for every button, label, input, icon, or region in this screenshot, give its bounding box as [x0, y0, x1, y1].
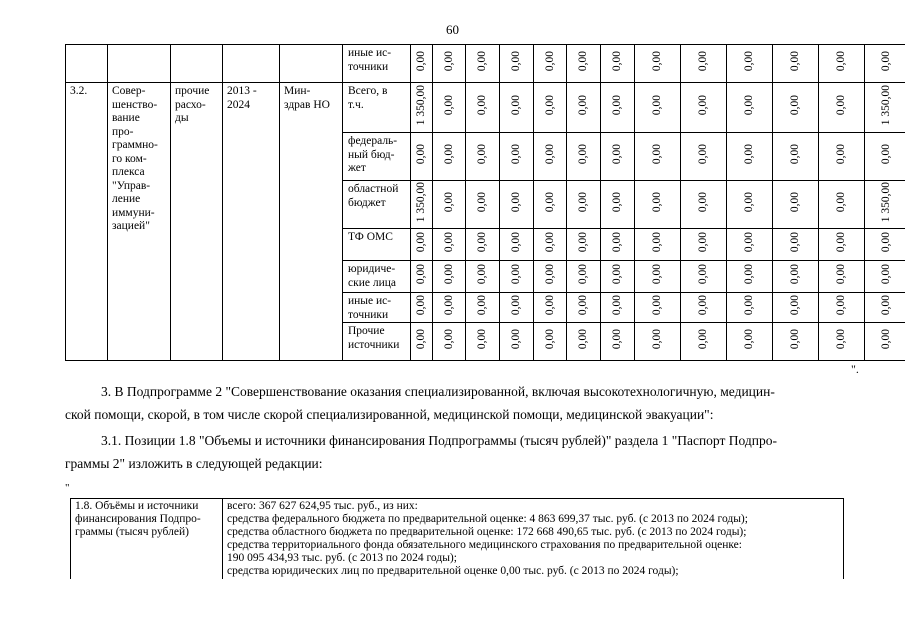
amount-value: 0,00 — [651, 264, 663, 285]
amount-value: 0,00 — [743, 51, 755, 72]
amount-cell — [681, 45, 727, 83]
item-number: 3.2. — [70, 85, 88, 97]
amount-cell — [534, 133, 567, 181]
amount-value: 0,00 — [543, 95, 556, 116]
amount-cell — [466, 181, 500, 229]
amount-value: 0,00 — [651, 295, 663, 316]
amount-cell — [433, 83, 466, 133]
amount-cell — [601, 323, 635, 361]
amount-value: 0,00 — [510, 144, 522, 165]
amount-value: 0,00 — [879, 264, 892, 285]
amount-cell — [727, 261, 773, 293]
amount-cell — [567, 323, 601, 361]
amount-value: 0,00 — [577, 295, 589, 316]
amount-value: 0,00 — [611, 192, 623, 213]
source-label: юридиче- — [348, 263, 396, 275]
amount-value: 0,00 — [789, 95, 801, 116]
amount-cell — [500, 229, 534, 261]
amount-value: 0,00 — [415, 144, 427, 165]
amount-value: 0,00 — [743, 95, 755, 116]
amount-value: 0,00 — [611, 144, 623, 165]
amount-cell — [466, 133, 500, 181]
amount-cell — [534, 45, 567, 83]
amount-cell — [534, 83, 567, 133]
amount-value: 0,00 — [743, 144, 755, 165]
amount-cell — [635, 261, 681, 293]
executor-line: здрав НО — [284, 98, 330, 111]
financing-table — [65, 44, 905, 361]
amount-cell — [411, 293, 433, 323]
amount-cell — [773, 229, 819, 261]
amount-value: 0,00 — [697, 232, 709, 253]
amount-value: 0,00 — [510, 192, 522, 213]
amount-cell — [819, 83, 865, 133]
amount-value: 0,00 — [510, 329, 522, 350]
amount-value: 0,00 — [543, 144, 556, 165]
amount-cell — [727, 181, 773, 229]
amount-value: 0,00 — [835, 51, 847, 72]
amount-cell — [601, 261, 635, 293]
amount-value: 0,00 — [743, 192, 755, 213]
amount-cell — [819, 261, 865, 293]
amount-cell — [727, 45, 773, 83]
amount-value: 0,00 — [476, 144, 488, 165]
amount-value: 0,00 — [611, 95, 623, 116]
paragraph-line: 3.1. Позиции 1.8 "Объемы и источники финансирования Подпрограммы (тысяч рублей)" раздела 1 "Паспорт Подпро- — [101, 433, 777, 448]
amount-value: 0,00 — [543, 329, 556, 350]
item-name-line: иммуни- — [112, 206, 155, 219]
amount-value: 0,00 — [543, 295, 556, 316]
amount-value: 0,00 — [697, 295, 709, 316]
amount-cell — [567, 181, 601, 229]
paragraph-line: 3. В Подпрограмме 2 "Совершенствование оказания специализированной, включая высокотехнологичную, медицин- — [101, 384, 775, 399]
source-cell — [343, 181, 411, 229]
amount-cell — [865, 229, 905, 261]
empty-cell — [223, 45, 280, 83]
source-label: т.ч. — [348, 98, 364, 111]
amount-cell — [466, 323, 500, 361]
amount-cell — [865, 323, 905, 361]
amount-value: 0,00 — [442, 329, 455, 350]
amount-cell — [601, 83, 635, 133]
amount-cell — [635, 323, 681, 361]
amount-value: 0,00 — [879, 232, 892, 253]
amount-cell — [411, 181, 433, 229]
amount-cell — [635, 181, 681, 229]
passport-value-line: средства областного бюджета по предварительной оценке: 172 668 490,65 тыс. руб. (с 2013 по 2024 годы); — [227, 526, 747, 538]
executor-line: Мин- — [284, 85, 311, 97]
years-line: 2013 - — [227, 85, 257, 97]
source-label: ТФ ОМС — [348, 231, 393, 243]
item-name-line: плекса — [112, 166, 145, 178]
amount-cell — [500, 261, 534, 293]
amount-value: 0,00 — [415, 295, 427, 316]
source-label: точники — [348, 60, 389, 73]
amount-cell — [635, 83, 681, 133]
amount-cell — [433, 293, 466, 323]
paragraph-subprogram-2 — [65, 380, 857, 426]
amount-cell — [773, 83, 819, 133]
amount-cell — [534, 181, 567, 229]
source-label: жет — [348, 162, 366, 174]
amount-cell — [466, 229, 500, 261]
amount-cell — [681, 181, 727, 229]
amount-value: 0,00 — [697, 144, 709, 165]
amount-cell — [466, 293, 500, 323]
source-cell — [343, 45, 411, 83]
amount-cell — [865, 133, 905, 181]
amount-value: 0,00 — [835, 329, 847, 350]
amount-value: 0,00 — [743, 232, 755, 253]
source-cell — [343, 323, 411, 361]
amount-cell — [534, 293, 567, 323]
amount-value: 0,00 — [611, 264, 623, 285]
source-label: ный бюд- — [348, 148, 395, 161]
amount-value: 0,00 — [879, 144, 892, 165]
amount-value: 0,00 — [651, 144, 663, 165]
paragraph-line: ской помощи, скорой, в том числе скорой специализированной, медицинской помощи, медицинской эвакуации": — [65, 407, 714, 422]
amount-value: 0,00 — [442, 192, 455, 213]
amount-value: 0,00 — [835, 232, 847, 253]
amount-value: 0,00 — [879, 51, 892, 72]
page-number: 60 — [446, 22, 459, 37]
amount-value: 1 350,00 — [415, 182, 427, 223]
amount-cell — [635, 45, 681, 83]
amount-cell — [819, 323, 865, 361]
item-name-line: шенство- — [112, 98, 158, 111]
amount-cell — [601, 229, 635, 261]
amount-cell — [411, 133, 433, 181]
paragraph-position-1-8 — [65, 429, 857, 475]
source-label: Прочие — [348, 325, 385, 337]
amount-cell — [433, 181, 466, 229]
years-line: 2024 — [227, 98, 250, 111]
amount-value: 0,00 — [743, 329, 755, 350]
amount-cell — [567, 45, 601, 83]
years-cell — [223, 83, 280, 361]
amount-value: 0,00 — [543, 232, 556, 253]
expense-type-line: прочие — [175, 85, 210, 97]
amount-cell — [567, 229, 601, 261]
item-name-cell — [108, 83, 171, 361]
amount-value: 0,00 — [476, 95, 488, 116]
amount-cell — [727, 293, 773, 323]
amount-value: 0,00 — [415, 232, 427, 253]
amount-value: 0,00 — [577, 232, 589, 253]
amount-cell — [433, 323, 466, 361]
amount-value: 0,00 — [476, 264, 488, 285]
amount-cell — [500, 45, 534, 83]
amount-value: 0,00 — [697, 329, 709, 350]
item-name-line: вание — [112, 112, 140, 124]
empty-cell — [280, 45, 343, 83]
executor-cell — [280, 83, 343, 361]
amount-cell — [681, 133, 727, 181]
amount-cell — [601, 45, 635, 83]
amount-value: 0,00 — [442, 264, 455, 285]
amount-cell — [534, 229, 567, 261]
amount-value: 0,00 — [476, 192, 488, 213]
amount-value: 0,00 — [743, 264, 755, 285]
passport-value-line: 190 095 434,93 тыс. руб. (с 2013 по 2024 годы); — [227, 552, 457, 564]
source-label: иные ис- — [348, 295, 392, 307]
amount-value: 0,00 — [789, 329, 801, 350]
amount-cell — [681, 261, 727, 293]
amount-value: 0,00 — [442, 95, 455, 116]
item-name-line: граммно- — [112, 139, 158, 151]
passport-table — [70, 498, 844, 579]
amount-value: 0,00 — [651, 192, 663, 213]
amount-cell — [727, 133, 773, 181]
amount-cell — [681, 229, 727, 261]
source-label: источники — [348, 338, 400, 351]
item-number-cell — [66, 83, 108, 361]
amount-value: 0,00 — [510, 264, 522, 285]
amount-value: 1 350,00 — [879, 182, 892, 223]
amount-cell — [635, 229, 681, 261]
source-label: областной — [348, 183, 399, 195]
amount-cell — [727, 229, 773, 261]
closing-quote: ". — [851, 362, 859, 376]
amount-value: 0,00 — [611, 295, 623, 316]
item-name-line: ление — [112, 193, 141, 205]
amount-value: 0,00 — [789, 192, 801, 213]
amount-cell — [773, 293, 819, 323]
passport-value-line: средства федерального бюджета по предварительной оценке: 4 863 699,37 тыс. руб. (с 2013 по 2024 годы); — [227, 513, 748, 525]
amount-cell — [773, 261, 819, 293]
amount-cell — [466, 261, 500, 293]
amount-value: 0,00 — [442, 51, 455, 72]
amount-cell — [601, 181, 635, 229]
amount-value: 0,00 — [510, 95, 522, 116]
amount-cell — [865, 293, 905, 323]
item-name-line: зацией" — [112, 220, 150, 232]
amount-cell — [433, 229, 466, 261]
empty-cell — [108, 45, 171, 83]
expense-type-line: ды — [175, 112, 189, 124]
amount-cell — [500, 293, 534, 323]
passport-value-line: средства юридических лиц по предварительной оценке 0,00 тыс. руб. (с 2013 по 2024 годы); — [227, 565, 679, 577]
amount-cell — [411, 83, 433, 133]
empty-cell — [171, 45, 223, 83]
amount-value: 0,00 — [611, 232, 623, 253]
amount-value: 0,00 — [415, 264, 427, 285]
amount-value: 0,00 — [543, 264, 556, 285]
amount-value: 0,00 — [697, 95, 709, 116]
amount-cell — [411, 229, 433, 261]
amount-cell — [567, 261, 601, 293]
amount-cell — [773, 133, 819, 181]
source-label: ские лица — [348, 276, 396, 289]
amount-cell — [567, 293, 601, 323]
amount-value: 0,00 — [476, 295, 488, 316]
amount-cell — [500, 181, 534, 229]
item-name-line: Совер- — [112, 85, 146, 97]
amount-value: 0,00 — [697, 51, 709, 72]
amount-value: 0,00 — [611, 51, 623, 72]
amount-cell — [500, 83, 534, 133]
passport-label-line: 1.8. Объёмы и источники — [75, 500, 199, 512]
amount-value: 0,00 — [697, 264, 709, 285]
expense-type-line: расхо- — [175, 98, 206, 111]
amount-cell — [681, 323, 727, 361]
amount-value: 0,00 — [577, 51, 589, 72]
amount-value: 0,00 — [442, 295, 455, 316]
amount-cell — [819, 45, 865, 83]
passport-label-cell — [71, 499, 223, 580]
passport-label-line: граммы (тысяч рублей) — [75, 526, 189, 538]
amount-value: 0,00 — [415, 51, 427, 72]
amount-value: 0,00 — [835, 192, 847, 213]
amount-value: 1 350,00 — [415, 85, 427, 126]
amount-cell — [819, 229, 865, 261]
amount-cell — [466, 45, 500, 83]
amount-cell — [773, 181, 819, 229]
amount-value: 0,00 — [651, 232, 663, 253]
item-name-line: про- — [112, 125, 134, 138]
amount-cell — [601, 293, 635, 323]
amount-value: 0,00 — [697, 192, 709, 213]
amount-cell — [865, 181, 905, 229]
amount-cell — [500, 323, 534, 361]
amount-value: 0,00 — [442, 144, 455, 165]
passport-value-line: средства территориального фонда обязательного медицинского страхования по предварительной оценке: — [227, 539, 742, 551]
expense-type-cell — [171, 83, 223, 361]
empty-cell — [66, 45, 108, 83]
amount-value: 0,00 — [651, 329, 663, 350]
item-name-line: го ком- — [112, 152, 147, 165]
amount-value: 0,00 — [510, 51, 522, 72]
amount-value: 0,00 — [611, 329, 623, 350]
passport-row — [71, 499, 844, 580]
opening-quote: " — [65, 482, 70, 494]
amount-cell — [681, 293, 727, 323]
amount-cell — [534, 323, 567, 361]
source-label: бюджет — [348, 196, 386, 209]
amount-value: 0,00 — [789, 51, 801, 72]
amount-cell — [433, 133, 466, 181]
amount-cell — [773, 323, 819, 361]
source-cell — [343, 83, 411, 133]
amount-value: 0,00 — [577, 329, 589, 350]
amount-value: 0,00 — [510, 232, 522, 253]
amount-value: 0,00 — [577, 95, 589, 116]
source-cell — [343, 293, 411, 323]
amount-cell — [635, 293, 681, 323]
amount-value: 0,00 — [789, 144, 801, 165]
amount-value: 0,00 — [476, 329, 488, 350]
amount-cell — [500, 133, 534, 181]
amount-cell — [411, 261, 433, 293]
amount-value: 0,00 — [835, 95, 847, 116]
amount-value: 0,00 — [543, 51, 556, 72]
amount-value: 0,00 — [789, 232, 801, 253]
amount-value: 0,00 — [651, 95, 663, 116]
amount-value: 0,00 — [743, 295, 755, 316]
amount-cell — [411, 45, 433, 83]
source-cell — [343, 133, 411, 181]
amount-value: 1 350,00 — [879, 85, 892, 126]
amount-cell — [635, 133, 681, 181]
amount-value: 0,00 — [789, 295, 801, 316]
amount-value: 0,00 — [651, 51, 663, 72]
amount-cell — [411, 323, 433, 361]
amount-value: 0,00 — [577, 144, 589, 165]
amount-cell — [433, 45, 466, 83]
amount-value: 0,00 — [789, 264, 801, 285]
passport-label-line: финансирования Подпро- — [75, 513, 201, 525]
amount-value: 0,00 — [835, 144, 847, 165]
source-label: федераль- — [348, 135, 398, 147]
amount-value: 0,00 — [442, 232, 455, 253]
passport-value-cell — [223, 499, 844, 580]
source-cell — [343, 229, 411, 261]
amount-cell — [567, 83, 601, 133]
amount-cell — [433, 261, 466, 293]
amount-value: 0,00 — [510, 295, 522, 316]
amount-cell — [865, 261, 905, 293]
amount-cell — [773, 45, 819, 83]
passport-value-line: всего: 367 627 624,95 тыс. руб., из них: — [227, 500, 418, 512]
paragraph-line: граммы 2" изложить в следующей редакции: — [65, 456, 323, 471]
amount-cell — [727, 83, 773, 133]
amount-cell — [567, 133, 601, 181]
amount-value: 0,00 — [415, 329, 427, 350]
amount-value: 0,00 — [879, 295, 892, 316]
amount-value: 0,00 — [835, 264, 847, 285]
source-label: Всего, в — [348, 85, 388, 97]
item-name-line: "Управ- — [112, 179, 151, 192]
amount-cell — [601, 133, 635, 181]
amount-cell — [727, 323, 773, 361]
amount-cell — [819, 133, 865, 181]
source-cell — [343, 261, 411, 293]
amount-cell — [466, 83, 500, 133]
amount-value: 0,00 — [879, 329, 892, 350]
amount-value: 0,00 — [577, 264, 589, 285]
amount-cell — [819, 293, 865, 323]
amount-value: 0,00 — [835, 295, 847, 316]
source-label: иные ис- — [348, 47, 392, 59]
amount-value: 0,00 — [543, 192, 556, 213]
amount-value: 0,00 — [577, 192, 589, 213]
amount-cell — [534, 261, 567, 293]
amount-cell — [865, 83, 905, 133]
table-row — [66, 45, 905, 83]
amount-cell — [819, 181, 865, 229]
table-row — [66, 83, 905, 133]
amount-cell — [865, 45, 905, 83]
amount-value: 0,00 — [476, 232, 488, 253]
amount-cell — [681, 83, 727, 133]
source-label: точники — [348, 308, 389, 321]
amount-value: 0,00 — [476, 51, 488, 72]
